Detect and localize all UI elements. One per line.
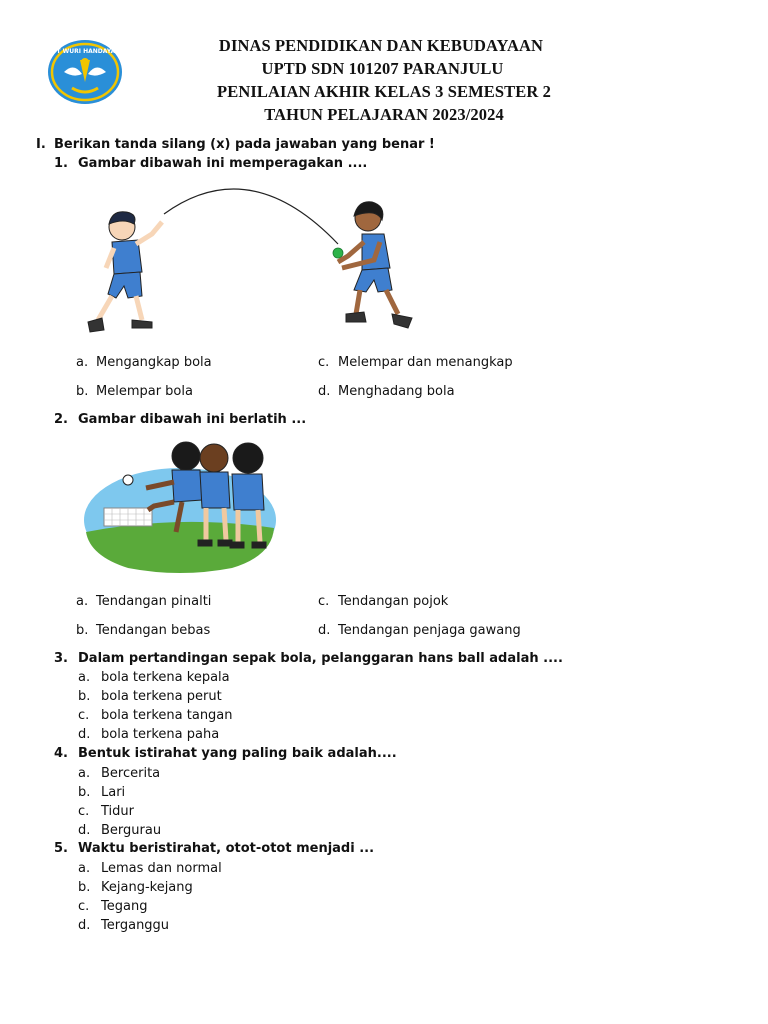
option-text: Bergurau — [101, 823, 162, 838]
question-text: Bentuk istirahat yang paling baik adalah.... — [78, 746, 397, 761]
option-text: Melempar bola — [96, 384, 193, 399]
option-text: Mengangkap bola — [96, 355, 212, 370]
option-letter: c. — [318, 594, 330, 609]
option-letter: d. — [78, 918, 91, 933]
option-letter: d. — [78, 823, 91, 838]
q3-option-d[interactable] — [78, 725, 233, 744]
option-text: Menghadang bola — [338, 384, 455, 399]
option-text: Bercerita — [101, 766, 161, 781]
option-letter: a. — [78, 766, 91, 781]
question-number: 5. — [54, 841, 68, 856]
section-text: Berikan tanda silang (x) pada jawaban yang benar ! — [54, 137, 435, 152]
question-text: Gambar dibawah ini memperagakan .... — [78, 156, 368, 171]
q1-option-a[interactable] — [76, 355, 212, 370]
q3-option-b[interactable] — [78, 687, 233, 706]
q3-options — [78, 668, 233, 744]
option-letter: d. — [318, 623, 331, 638]
question-number: 1. — [54, 156, 68, 171]
option-letter: c. — [78, 708, 90, 723]
header-line-3: PENILAIAN AKHIR KELAS 3 SEMESTER 2 — [217, 82, 551, 101]
q5-option-c[interactable] — [78, 897, 222, 916]
header-line-1: DINAS PENDIDIKAN DAN KEBUDAYAAN — [218, 36, 544, 55]
question-text: Dalam pertandingan sepak bola, pelanggaran hans ball adalah .... — [78, 651, 563, 666]
option-letter: d. — [78, 727, 91, 742]
q1-option-c[interactable] — [318, 355, 513, 370]
option-text: Tegang — [101, 899, 148, 914]
option-text: Kejang-kejang — [101, 880, 193, 895]
option-text: Terganggu — [101, 918, 170, 933]
q4-option-d[interactable] — [78, 821, 161, 840]
option-letter: b. — [78, 785, 91, 800]
q4-option-b[interactable] — [78, 783, 161, 802]
q1-option-d[interactable] — [318, 384, 455, 399]
option-letter: b. — [78, 880, 91, 895]
q4-option-a[interactable] — [78, 764, 161, 783]
q5-options — [78, 859, 222, 935]
option-letter: c. — [78, 804, 90, 819]
q5-option-a[interactable] — [78, 859, 222, 878]
option-letter: b. — [76, 384, 89, 399]
option-letter: a. — [78, 861, 91, 876]
option-letter: d. — [318, 384, 331, 399]
option-letter: b. — [76, 623, 89, 638]
q3-option-a[interactable] — [78, 668, 233, 687]
question-2 — [54, 412, 306, 427]
q2-option-b[interactable] — [76, 623, 210, 638]
option-text: Tendangan pojok — [338, 594, 449, 609]
option-letter: c. — [78, 899, 90, 914]
option-text: Tendangan pinalti — [96, 594, 212, 609]
q2-option-a[interactable] — [76, 594, 211, 609]
option-text: Lemas dan normal — [101, 861, 222, 876]
q2-option-d[interactable] — [318, 623, 521, 638]
section-number: I. — [36, 137, 46, 152]
header-line-2: UPTD SDN 101207 PARANJULU — [261, 59, 504, 78]
q3-option-c[interactable] — [78, 706, 233, 725]
question-5 — [54, 841, 374, 856]
option-letter: a. — [76, 355, 89, 370]
question-number: 2. — [54, 412, 68, 427]
option-letter: a. — [78, 670, 91, 685]
q5-option-d[interactable] — [78, 916, 222, 935]
q5-option-b[interactable] — [78, 878, 222, 897]
question-1 — [54, 156, 367, 171]
option-text: Tendangan bebas — [96, 623, 211, 638]
option-text: bola terkena perut — [101, 689, 222, 704]
option-text: bola terkena tangan — [101, 708, 233, 723]
option-text: Tidur — [101, 804, 134, 819]
option-letter: a. — [76, 594, 89, 609]
option-text: Melempar dan menangkap — [338, 355, 513, 370]
question-text: Gambar dibawah ini berlatih ... — [78, 412, 307, 427]
logo-text: TUT WURI HANDAYANI — [47, 48, 123, 55]
question-4 — [54, 746, 397, 761]
section-instruction — [36, 137, 435, 152]
question-text: Waktu beristirahat, otot-otot menjadi ... — [78, 841, 375, 856]
free-kick-illustration — [82, 436, 278, 576]
document-header — [0, 34, 768, 126]
option-text: Lari — [101, 785, 126, 800]
option-text: bola terkena paha — [101, 727, 220, 742]
q4-option-c[interactable] — [78, 802, 161, 821]
option-text: bola terkena kepala — [101, 670, 230, 685]
option-letter: b. — [78, 689, 91, 704]
question-number: 4. — [54, 746, 68, 761]
header-line-4: TAHUN PELAJARAN 2023/2024 — [264, 105, 504, 124]
throw-catch-illustration — [80, 172, 430, 344]
question-number: 3. — [54, 651, 68, 666]
question-3 — [54, 651, 563, 666]
q1-option-b[interactable] — [76, 384, 193, 399]
q4-options — [78, 764, 161, 840]
option-letter: c. — [318, 355, 330, 370]
option-text: Tendangan penjaga gawang — [338, 623, 521, 638]
q2-option-c[interactable] — [318, 594, 448, 609]
